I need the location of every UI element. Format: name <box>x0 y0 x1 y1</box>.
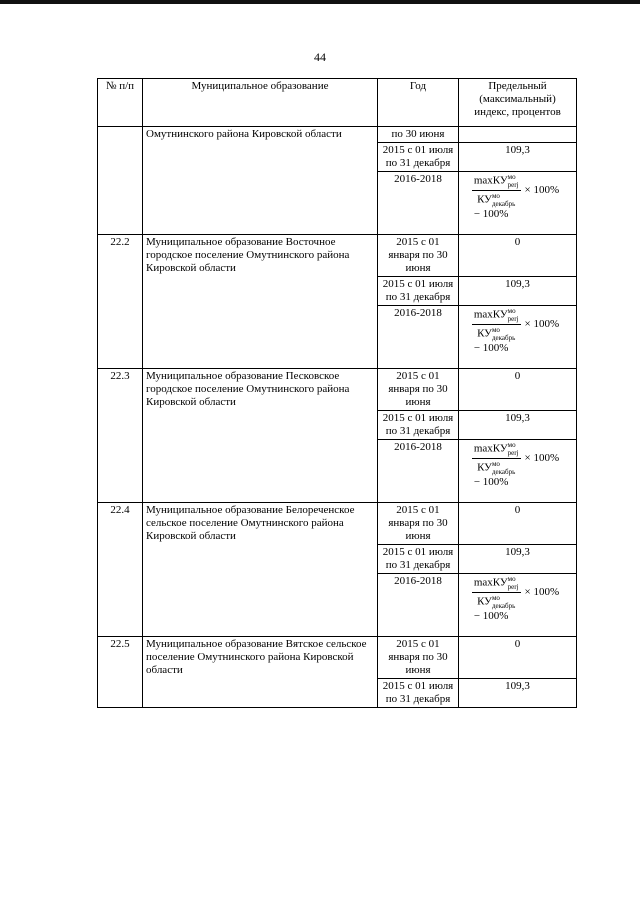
year-period: по 30 июня <box>378 127 459 143</box>
index-value <box>459 440 577 503</box>
index-value <box>459 172 577 235</box>
header-year: Год <box>378 79 459 127</box>
index-formula <box>473 575 560 623</box>
scan-edge-bar <box>0 0 640 4</box>
formula-fraction <box>472 307 521 342</box>
formula-times: × 100% <box>524 452 560 464</box>
formula-denominator: КУ мо декабрь <box>477 594 516 610</box>
index-value: 109,3 <box>459 411 577 440</box>
index-value: 0 <box>459 369 577 411</box>
formula-fraction <box>472 575 521 610</box>
year-period: 2016-2018 <box>378 172 459 235</box>
header-municipality: Муниципальное образование <box>143 79 378 127</box>
formula-times: × 100% <box>524 318 560 330</box>
formula-denominator: КУ мо декабрь <box>477 192 516 208</box>
index-value: 0 <box>459 235 577 277</box>
year-period: 2016-2018 <box>378 574 459 637</box>
index-value: 109,3 <box>459 143 577 172</box>
formula-fraction <box>472 173 521 208</box>
formula-numerator: maxКУ мо perj <box>473 575 519 591</box>
page-number: 44 <box>314 50 326 64</box>
year-period: 2016-2018 <box>378 306 459 369</box>
header-index: Предельный (максимальный) индекс, процентов <box>459 79 577 127</box>
table-header-row <box>98 79 577 127</box>
formula-denominator: КУ мо декабрь <box>477 326 516 342</box>
year-period: 2015 с 01 июля по 31 декабря <box>378 411 459 440</box>
index-value: 109,3 <box>459 277 577 306</box>
header-num: № п/п <box>98 79 143 127</box>
formula-numerator: maxКУ мо perj <box>473 173 519 189</box>
municipality-name: Муниципальное образование Песковское городское поселение Омутнинского района Кировской области <box>143 369 378 503</box>
year-period: 2015 с 01 июля по 31 декабря <box>378 545 459 574</box>
formula-times: × 100% <box>524 586 560 598</box>
index-value <box>459 127 577 143</box>
municipality-name: Омутнинского района Кировской области <box>143 127 378 235</box>
index-value: 0 <box>459 637 577 679</box>
formula-denominator: КУ мо декабрь <box>477 460 516 476</box>
formula-minus: − 100% <box>473 610 509 622</box>
row-number: 22.3 <box>98 369 143 503</box>
municipality-name: Муниципальное образование Белореченское сельское поселение Омутнинского района Кировской области <box>143 503 378 637</box>
formula-minus: − 100% <box>473 208 509 220</box>
index-value: 0 <box>459 503 577 545</box>
municipality-name: Муниципальное образование Восточное городское поселение Омутнинского района Кировской области <box>143 235 378 369</box>
table-row <box>98 369 577 411</box>
year-period: 2015 с 01 января по 30 июня <box>378 503 459 545</box>
index-value: 109,3 <box>459 545 577 574</box>
row-number: 22.5 <box>98 637 143 708</box>
municipality-name: Муниципальное образование Вятское сельское поселение Омутнинского района Кировской области <box>143 637 378 708</box>
index-value <box>459 574 577 637</box>
table-row <box>98 127 577 143</box>
formula-fraction <box>472 441 521 476</box>
table-body <box>98 127 577 708</box>
formula-minus: − 100% <box>473 476 509 488</box>
formula-times: × 100% <box>524 184 560 196</box>
tariff-index-table <box>97 78 577 708</box>
index-formula <box>473 173 560 221</box>
year-period: 2015 с 01 января по 30 июня <box>378 235 459 277</box>
year-period: 2015 с 01 июля по 31 декабря <box>378 277 459 306</box>
year-period: 2015 с 01 января по 30 июня <box>378 637 459 679</box>
row-number <box>98 127 143 235</box>
year-period: 2015 с 01 января по 30 июня <box>378 369 459 411</box>
index-value <box>459 306 577 369</box>
index-value: 109,3 <box>459 679 577 708</box>
year-period: 2015 с 01 июля по 31 декабря <box>378 679 459 708</box>
formula-numerator: maxКУ мо perj <box>473 307 519 323</box>
year-period: 2015 с 01 июля по 31 декабря <box>378 143 459 172</box>
formula-numerator: maxКУ мо perj <box>473 441 519 457</box>
index-formula <box>473 441 560 489</box>
index-formula <box>473 307 560 355</box>
table-row <box>98 235 577 277</box>
year-period: 2016-2018 <box>378 440 459 503</box>
row-number: 22.2 <box>98 235 143 369</box>
table-row <box>98 503 577 545</box>
table-row <box>98 637 577 679</box>
formula-minus: − 100% <box>473 342 509 354</box>
row-number: 22.4 <box>98 503 143 637</box>
